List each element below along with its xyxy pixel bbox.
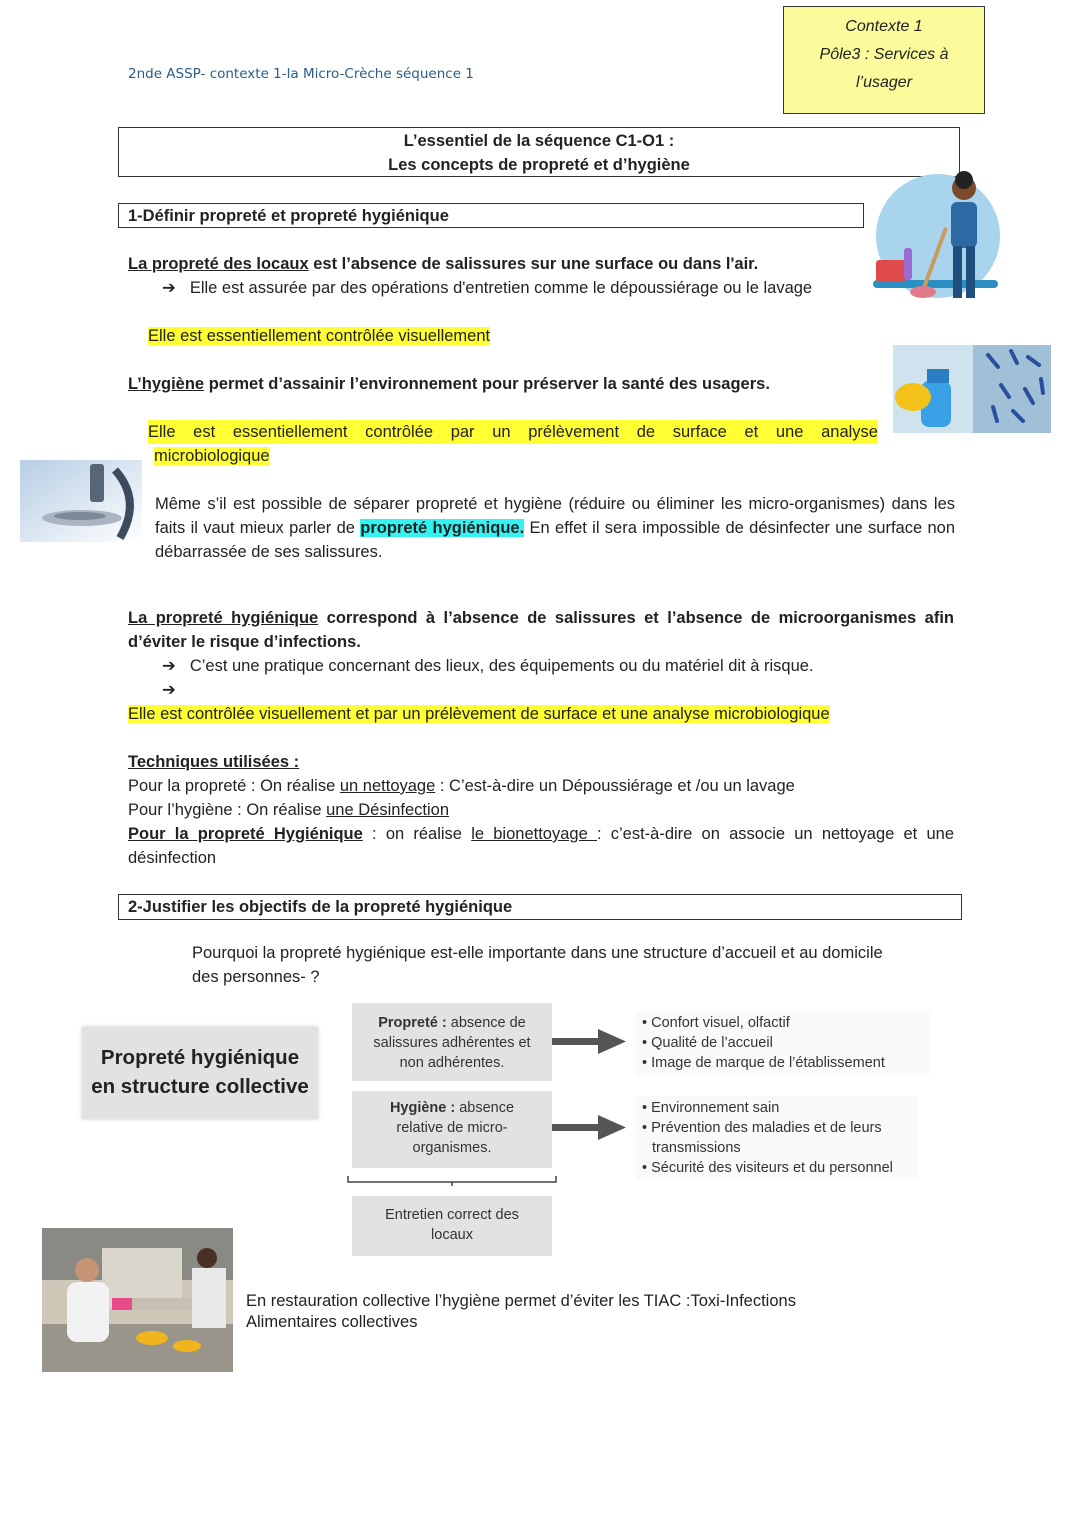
tech2-u: une Désinfection	[326, 801, 450, 819]
list2-item: • Prévention des maladies et de leurs transmissions	[642, 1120, 882, 1156]
left-title-line2: en structure collective	[91, 1075, 309, 1098]
tech1-u: un nettoyage	[339, 777, 436, 795]
list1-item-text: Qualité de l’accueil	[651, 1035, 773, 1051]
hygiene-control-line1: Elle est essentiellement contrôlée par un prélèvement de surface et une analyse	[148, 420, 878, 444]
list2-item-text: Sécurité des visiteurs et du personnel	[651, 1160, 893, 1176]
title-line-1: L’essentiel de la séquence C1-O1 :	[403, 132, 675, 150]
context-line-1: Contexte 1	[845, 18, 923, 35]
diagram-connectors	[340, 1020, 640, 1190]
section2-heading	[118, 894, 962, 920]
ph-text: correspond à l’absence de salissures et l’absence de microorganismes afin d’éviter le risque d’infections.	[128, 609, 954, 651]
locaux-arrow-text: Elle est assurée par des opérations d'entretien comme le dépoussiérage ou le lavage	[189, 279, 813, 297]
tech3-b: : c’est-à-dire on associe un nettoyage et une désinfection	[128, 825, 954, 867]
hygiene-control	[148, 420, 878, 468]
list1-item: • Qualité de l’accueil	[642, 1035, 773, 1051]
arrow-right-icon	[552, 1115, 626, 1140]
tech2-a: Pour l’hygiène : On réalise	[128, 801, 327, 819]
box1-text: absence de salissures adhérentes et non adhérentes.	[373, 1015, 531, 1071]
section2-question: Pourquoi la propreté hygiénique est-elle importante dans une structure d’accueil et au domicile des personnes- ?	[192, 944, 883, 986]
section1-heading	[118, 203, 864, 228]
canteen-photo	[42, 1228, 233, 1372]
list2-item-text: Environnement sain	[651, 1100, 780, 1116]
ph-control	[128, 702, 830, 726]
p3-text-a: Même s’il est possible de séparer propreté et hygiène (réduire ou éliminer les micro-organismes) dans les faits il vaut mieux parler de	[155, 495, 955, 537]
context-box	[783, 6, 985, 114]
box1-term: Propreté :	[378, 1015, 447, 1031]
box2-term: Hygiène :	[389, 1100, 456, 1116]
p3-text-b: En effet il sera impossible de désinfecter une surface non débarrassée de ses salissures.	[155, 519, 956, 561]
hygiene-definition	[128, 372, 888, 396]
locaux-control	[148, 324, 490, 348]
list2-item: • Environnement sain	[642, 1100, 780, 1116]
list1-item: • Confort visuel, olfactif	[642, 1015, 790, 1031]
box2-text: absence relative de micro-organismes.	[396, 1100, 515, 1156]
hygiene-control-line2: microbiologique	[154, 447, 270, 465]
list1-item-text: Confort visuel, olfactif	[651, 1015, 790, 1031]
diagram-list-hygiene	[636, 1096, 918, 1180]
diagram-list-proprete	[636, 1011, 930, 1075]
arrow-icon: ➔	[162, 681, 176, 699]
diagram-box-entretien	[352, 1196, 552, 1256]
tech1-b: : C’est-à-dire un Dépoussiérage et /ou un lavage	[435, 777, 795, 795]
tech3-a: : on réalise	[362, 825, 472, 843]
left-title-line1: Propreté hygiénique	[100, 1046, 300, 1069]
locaux-definition	[128, 252, 888, 276]
ph-arrow-text: C’est une pratique concernant des lieux, des équipements ou du matériel dit à risque.	[189, 657, 814, 675]
technique-proprete-hygienique	[128, 822, 954, 870]
microscope-image	[20, 460, 142, 542]
section1-heading-text: 1-Définir propreté et propreté hygiénique	[128, 207, 449, 225]
list1-item-text: Image de marque de l’établissement	[651, 1055, 885, 1071]
cleaner-illustration	[868, 168, 1013, 308]
proprete-hygienique-definition	[128, 606, 954, 654]
list2-item: • Sécurité des visiteurs et du personnel	[642, 1160, 893, 1176]
locaux-term: La propreté des locaux	[128, 255, 309, 273]
ph-arrow-item	[162, 654, 922, 678]
section2-heading-text: 2-Justifier les objectifs de la propreté hygiénique	[128, 898, 513, 916]
tiac-text: En restauration collective l’hygiène permet d’éviter les TIAC :Toxi-Infections Alimentaires collectives	[246, 1292, 796, 1331]
hygiene-text: permet d’assainir l’environnement pour préserver la santé des usagers.	[204, 375, 770, 393]
proprete-vs-hygiene-paragraph	[155, 492, 955, 564]
tech1-a: Pour la propreté : On réalise	[128, 777, 340, 795]
context-line-2: Pôle3 : Services à	[819, 46, 949, 63]
p3-highlight: propreté hygiénique.	[360, 519, 525, 537]
technique-proprete	[128, 774, 954, 798]
title-box	[118, 127, 960, 177]
arrow-right-icon	[552, 1029, 626, 1054]
techniques-heading: Techniques utilisées :	[128, 753, 300, 771]
list1-item: • Image de marque de l’établissement	[642, 1055, 885, 1071]
list2-item-text: Prévention des maladies et de leurs transmissions	[651, 1120, 882, 1156]
course-header: 2nde ASSP- contexte 1-la Micro-Crèche séquence 1	[128, 66, 474, 82]
tech3-term: Pour la propreté Hygiénique	[128, 825, 363, 843]
box3-text: Entretien correct des locaux	[385, 1207, 519, 1243]
empty-arrow-item	[162, 678, 176, 702]
technique-hygiene	[128, 798, 954, 822]
arrow-icon: ➔	[162, 657, 176, 675]
tech3-u: le bionettoyage	[471, 825, 597, 843]
title-line-2: Les concepts de propreté et d’hygiène	[388, 156, 690, 174]
ph-control-highlight: Elle est contrôlée visuellement et par un prélèvement de surface et une analyse microbiologique	[128, 705, 830, 723]
spray-disinfection-image	[893, 345, 1051, 433]
diagram-left-title	[82, 1027, 318, 1119]
context-line-3: l’usager	[855, 74, 913, 91]
locaux-text: est l’absence de salissures sur une surface ou dans l'air.	[308, 255, 759, 273]
arrow-icon: ➔	[162, 279, 176, 297]
ph-term: La propreté hygiénique	[128, 609, 319, 627]
locaux-arrow-item	[162, 276, 852, 300]
techniques-block	[128, 750, 954, 870]
hygiene-term: L’hygiène	[128, 375, 205, 393]
locaux-control-highlight: Elle est essentiellement contrôlée visuellement	[148, 327, 491, 345]
